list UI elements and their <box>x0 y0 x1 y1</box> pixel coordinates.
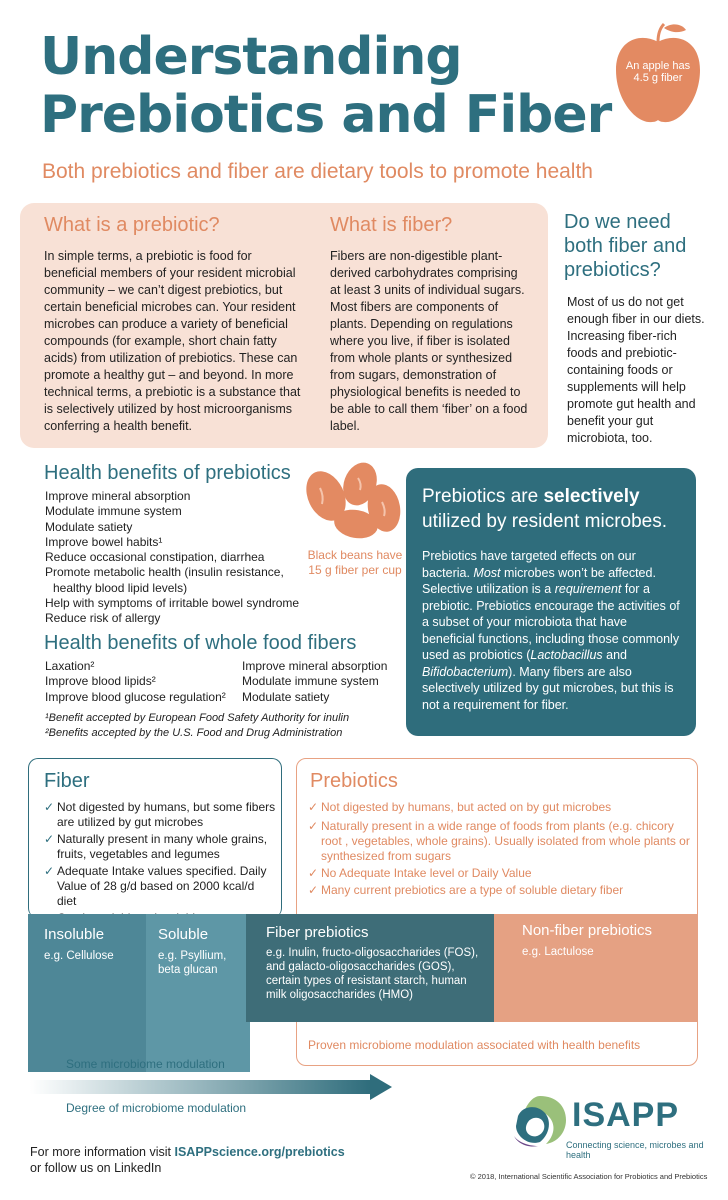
beans-icon <box>298 460 408 550</box>
list-item: ✓ No Adequate Intake level or Daily Value <box>308 866 532 880</box>
list-item: Improve mineral absorption <box>242 659 388 673</box>
proven-modulation-label: Proven microbiome modulation associated with health benefits <box>308 1038 641 1052</box>
list-item: Laxation² <box>45 659 95 673</box>
prebiotic-body: In simple terms, a prebiotic is food for beneficial members of your resident microbial community – we can’t digest prebiotics, but certain beneficial microbes can. Your resident microbes can produce a variety of beneficial compounds (for example, short chain fatty acids) from utilization of prebiotics. These can promote a healthy gut – and beyond. In more technical terms, a prebiotic is a substance that is selectively utilized by host microorganisms conferring a health benefit. <box>44 249 301 433</box>
need-both-body: Most of us do not get enough fiber in our diets. Increasing fiber-rich foods and prebiotic-containing foods or supplements will help promote gut health and benefit your gut microbiota, too. <box>567 295 705 445</box>
degree-label: Degree of microbiome modulation <box>66 1101 247 1115</box>
selective-heading: Prebiotics are selectively utilized by resident microbes. <box>422 486 667 532</box>
selective-utilization-box <box>406 468 696 736</box>
list-item: Modulate satiety <box>242 689 330 704</box>
prebiotics-box-heading: Prebiotics <box>310 770 398 792</box>
list-item: ✓ Naturally present in a wide range of foods from plants (e.g. chicory root , vegetables, whole grains). Usually isolated from whole plants or synthesized from sugars <box>308 819 690 863</box>
fiber-prebiotics-block <box>246 914 494 1022</box>
footnote-2: ²Benefits accepted by the U.S. Food and Drug Administration <box>45 727 343 739</box>
list-item: Improve blood lipids² <box>45 674 156 689</box>
check-icon: ✓ <box>308 800 319 814</box>
list-item: healthy blood lipid levels) <box>53 580 188 595</box>
soluble-text: e.g. Psyllium, beta glucan <box>158 950 227 976</box>
fiber-box-heading: Fiber <box>44 770 90 792</box>
fiber-def-heading: What is fiber? <box>330 214 453 236</box>
apple-caption: An apple has 4.5 g fiber <box>625 60 691 84</box>
fiber-prebiotics-text: e.g. Inulin, fructo-oligosaccharides (FOS), and galacto-oligosaccharides (GOS), certain types of resistant starch, human milk oligosaccharides (HMO) <box>266 947 479 1001</box>
nonfiber-text: e.g. Lactulose <box>522 946 594 958</box>
insoluble-title: Insoluble <box>44 926 105 943</box>
selective-body: Prebiotics have targeted effects on our bacteria. Most microbes won’t be affected. Selective utilization is a requirement for a prebiotic. Prebiotics encourage the activities of a subset of your microbiota that have beneficial functions, including those commonly used as probiotics (Lactobacillus and Bifidobacterium). Many fibers are also selectively utilized by gut microbes, but this is not a requirement for fiber. <box>422 549 680 712</box>
soluble-block <box>146 914 250 1072</box>
beans-caption: Black beans have 15 g fiber per cup <box>307 548 403 577</box>
isapp-logo-icon <box>510 1092 570 1148</box>
hb-whole-heading: Health benefits of whole food fibers <box>44 632 357 654</box>
list-item: Improve blood glucose regulation² <box>45 689 226 704</box>
isapp-tagline: Connecting science, microbes and health <box>566 1140 704 1160</box>
nonfiber-prebiotics-block <box>494 914 698 1022</box>
prebiotic-heading: What is a prebiotic? <box>44 214 220 236</box>
list-item: Modulate immune system <box>242 674 379 689</box>
website-link[interactable]: ISAPPscience.org/prebiotics <box>174 1145 345 1159</box>
isapp-wordmark: ISAPP <box>572 1096 680 1134</box>
check-icon: ✓ <box>308 883 319 897</box>
hb-prebiotics-heading: Health benefits of prebiotics <box>44 462 291 484</box>
list-item: ✓ Not digested by humans, but acted on by gut microbes <box>308 800 612 814</box>
nonfiber-title: Non-fiber prebiotics <box>522 922 653 939</box>
list-item: Improve mineral absorption <box>45 489 191 503</box>
page-title: Understanding Prebiotics and Fiber <box>40 27 612 145</box>
list-item: Reduce occasional constipation, diarrhea <box>45 550 265 565</box>
insoluble-text: e.g. Cellulose <box>44 950 114 962</box>
copyright: © 2018, International Scientific Association for Probiotics and Prebiotics <box>470 1172 708 1181</box>
need-both-heading: Do we need both fiber and prebiotics? <box>564 211 687 281</box>
fiber-def-body: Fibers are non-digestible plant-derived carbohydrates comprising at least 3 units of individual sugars. Most fibers are components of plants. Depending on regulations where you live, if fiber is isolated from whole plants or synthesized from sugars, demonstration of physiological benefits is needed to be able to call them ‘fiber’ on a food label. <box>330 249 528 433</box>
check-icon: ✓ <box>44 864 55 878</box>
footer-info: For more information visit ISAPPscience.org/prebiotics or follow us on LinkedIn <box>30 1145 345 1175</box>
check-icon: ✓ <box>308 819 319 833</box>
gradient-arrow <box>30 1074 392 1100</box>
hb-whole-right-list <box>242 659 402 705</box>
check-icon: ✓ <box>308 866 319 880</box>
list-item: Improve bowel habits¹ <box>45 534 163 549</box>
footnote-1: ¹Benefit accepted by European Food Safety Authority for inulin <box>45 712 350 724</box>
soluble-title: Soluble <box>158 926 209 943</box>
list-item: Modulate satiety <box>45 519 133 534</box>
list-item: ✓ Not digested by humans, but some fibers are utilized by gut microbes <box>44 800 276 829</box>
list-item: ✓ Adequate Intake values specified. Daily Value of 28 g/d based on 2000 kcal/d diet <box>44 864 267 908</box>
check-icon: ✓ <box>44 800 55 814</box>
list-item: Help with symptoms of irritable bowel syndrome <box>45 596 300 611</box>
check-icon: ✓ <box>44 832 55 846</box>
fiber-prebiotics-title: Fiber prebiotics <box>266 924 369 941</box>
prebiotics-box-list <box>308 800 692 898</box>
list-item: Reduce risk of allergy <box>45 611 161 626</box>
some-modulation-label: Some microbiome modulation <box>66 1057 225 1071</box>
list-item: Promote metabolic health (insulin resistance, <box>45 565 284 580</box>
list-item: Modulate immune system <box>45 504 182 519</box>
page-subtitle: Both prebiotics and fiber are dietary tools to promote health <box>42 160 593 183</box>
list-item: ✓ Many current prebiotics are a type of soluble dietary fiber <box>308 883 624 897</box>
list-item: ✓ Naturally present in many whole grains, fruits, vegetables and legumes <box>44 832 268 861</box>
fiber-box-list <box>44 800 276 926</box>
hb-prebiotics-list <box>45 489 315 627</box>
insoluble-block <box>28 914 146 1072</box>
hb-whole-left-list <box>45 659 245 705</box>
